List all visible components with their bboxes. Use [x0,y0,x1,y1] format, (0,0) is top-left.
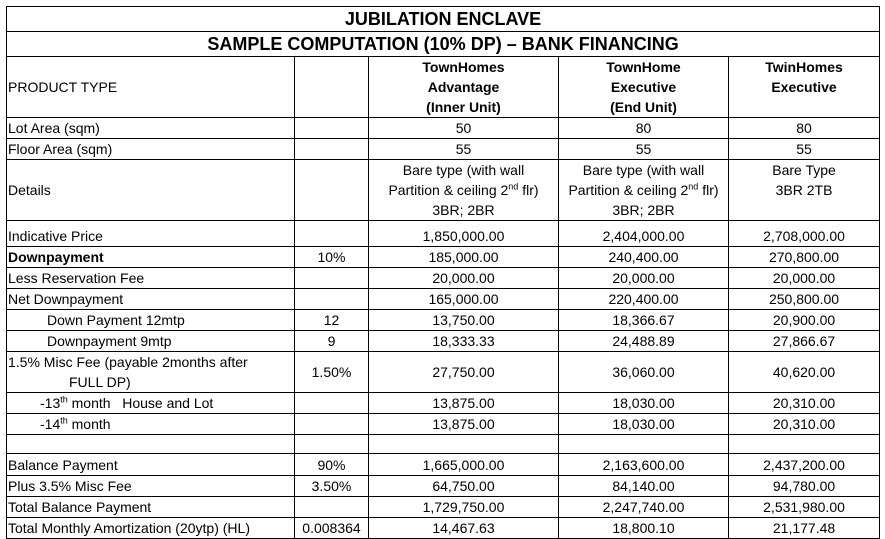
table-row: Down Payment 12mtp 12 13,750.00 18,366.67 20,900.00 [7,310,880,331]
misc-fee-label: 1.5% Misc Fee (payable 2months after FULL DP) [7,352,295,393]
title-row [7,7,880,32]
table-row: Downpayment 10% 185,000.00 240,400.00 270,800.00 [7,247,880,268]
details-product-1: Bare type (with wall Partition & ceiling 2nd flr) 3BR; 2BR [369,160,559,221]
subtitle-row [7,32,880,57]
table-row: Plus 3.5% Misc Fee 3.50% 64,750.00 84,140.00 94,780.00 [7,476,880,497]
table-row: Lot Area (sqm) 50 80 80 [7,118,880,139]
table-row: -14th month 13,875.00 18,030.00 20,310.00 [7,414,880,435]
table-row: -13th month House and Lot 13,875.00 18,030.00 20,310.00 [7,393,880,414]
computation-table [6,6,880,539]
details-row: Details Bare type (with wall Partition & ceiling 2nd flr) 3BR; 2BR Bare type (with wall Partition & ceiling 2nd flr) 3BR; 2BR Bare Type 3BR 2TB [7,160,880,221]
table-row: Less Reservation Fee 20,000.00 20,000.00 20,000.00 [7,268,880,289]
product-header-3: TwinHomes Executive [729,57,880,118]
table-row: Total Monthly Amortization (20ytp) (HL) 0.008364 14,467.63 18,800.10 21,177.48 [7,518,880,539]
product-type-row [7,57,880,118]
product-header-1: TownHomes Advantage (Inner Unit) [369,57,559,118]
details-product-2: Bare type (with wall Partition & ceiling 2nd flr) 3BR; 2BR [559,160,729,221]
product-header-2: TownHome Executive (End Unit) [559,57,729,118]
table-row: Indicative Price 1,850,000.00 2,404,000.00 2,708,000.00 [7,221,880,247]
misc-fee-row: 1.5% Misc Fee (payable 2months after FULL DP) 1.50% 27,750.00 36,060.00 40,620.00 [7,352,880,393]
spacer-row [7,435,880,454]
details-product-3: Bare Type 3BR 2TB [729,160,880,221]
project-title: JUBILATION ENCLAVE [7,7,880,32]
table-row: Balance Payment 90% 1,665,000.00 2,163,600.00 2,437,200.00 [7,454,880,476]
computation-subtitle: SAMPLE COMPUTATION (10% DP) – BANK FINANCING [7,32,880,57]
table-row: Downpayment 9mtp 9 18,333.33 24,488.89 27,866.67 [7,331,880,352]
table-row: Floor Area (sqm) 55 55 55 [7,139,880,160]
table-row: Total Balance Payment 1,729,750.00 2,247,740.00 2,531,980.00 [7,497,880,518]
product-type-label: PRODUCT TYPE [7,57,295,118]
table-row: Net Downpayment 165,000.00 220,400.00 250,800.00 [7,289,880,310]
